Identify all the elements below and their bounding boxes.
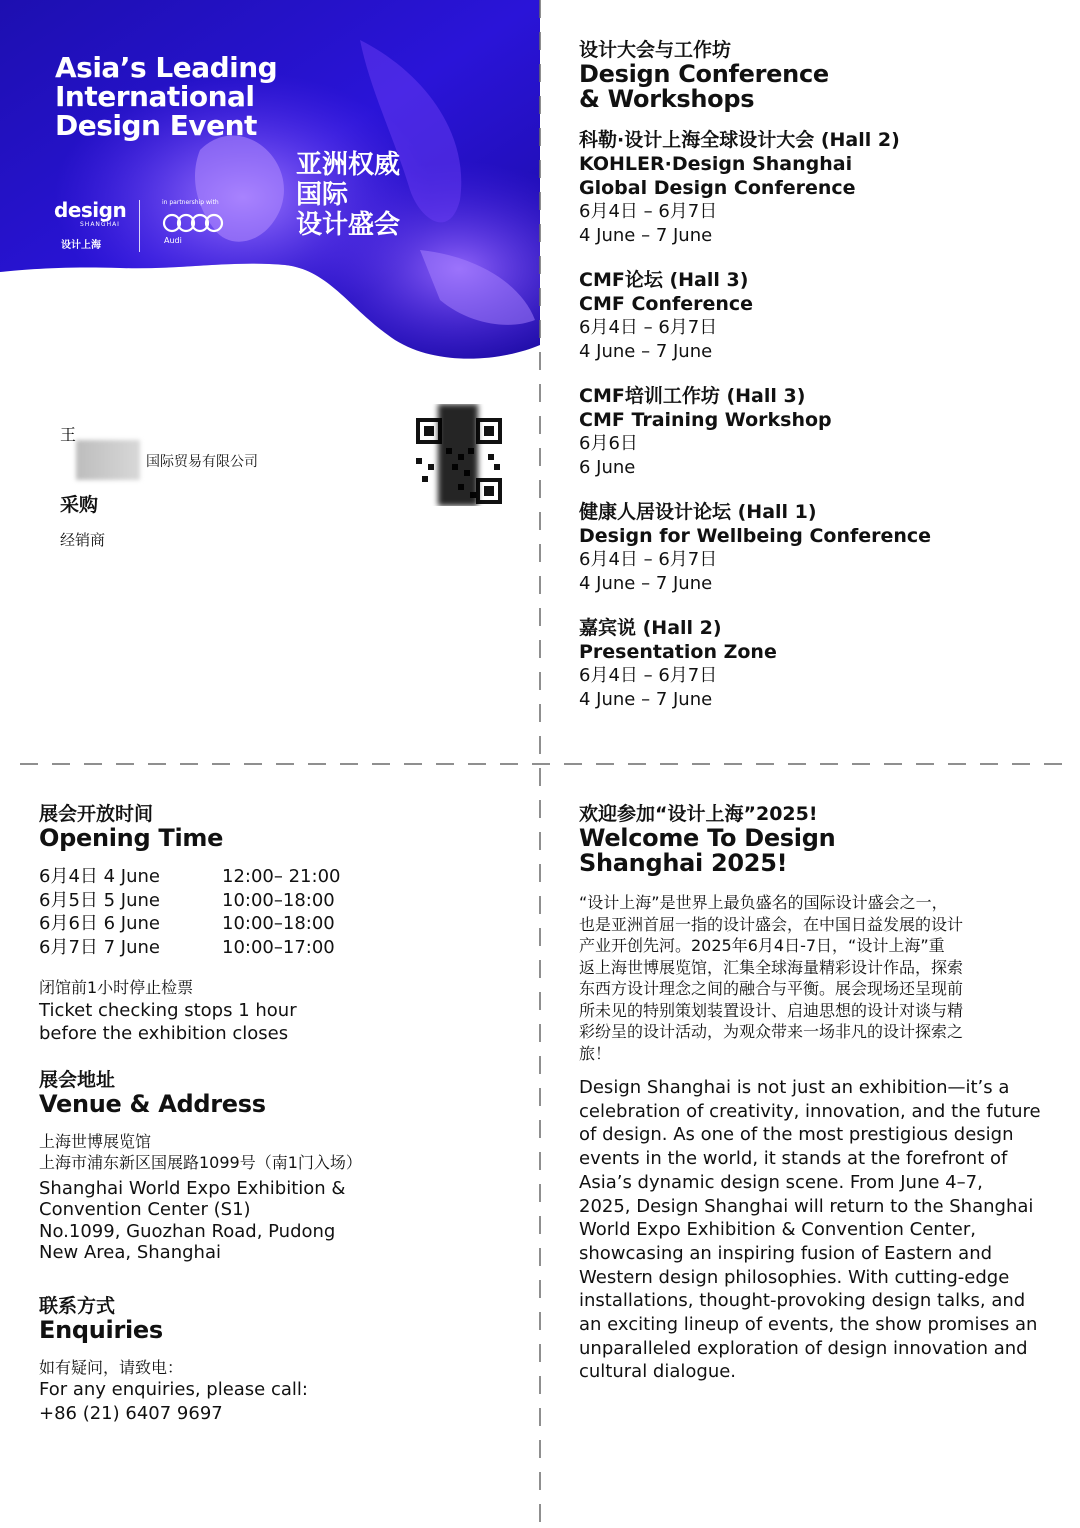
audi-rings-icon: [162, 212, 224, 234]
holder-company: 国际贸易有限公司: [146, 454, 258, 470]
event-date-en: 4 June – 7 June: [579, 225, 713, 246]
event-date-cn: 6月4日 – 6月7日: [579, 549, 718, 570]
ticket-note: [39, 977, 529, 1046]
partner-brand: Audi: [164, 236, 182, 245]
venue-title-en: Venue & Address: [39, 1089, 266, 1118]
welcome-en-line: 2025, Design Shanghai will return to the Shanghai: [579, 1195, 1034, 1217]
hours-row: [39, 912, 529, 936]
event-date-cn: 6月6日: [579, 433, 638, 454]
ticket-note-en: [39, 999, 529, 1046]
ticket-note-en-line: before the exhibition closes: [39, 1023, 289, 1045]
welcome-en-line: Design Shanghai is not just an exhibition—it’s a: [579, 1077, 1010, 1098]
event-title-cn: CMF培训工作坊 (Hall 3): [579, 385, 806, 407]
event-date-cn: 6月4日 – 6月7日: [579, 665, 718, 686]
hero-title-cn-line: 国际: [296, 180, 349, 210]
venue-en-line: New Area, Shanghai: [39, 1242, 221, 1264]
event-title-cn: 嘉宾说 (Hall 2): [579, 617, 722, 639]
venue-en-line: No.1099, Guozhan Road, Pudong: [39, 1220, 336, 1242]
welcome-body-cn: [579, 892, 1059, 1064]
holder-category: 经销商: [60, 531, 106, 549]
logo-divider: [139, 200, 140, 252]
welcome-cn-line: 旅！: [579, 1043, 612, 1063]
hero-title-cn-line: 设计盛会: [296, 210, 401, 240]
event-title-en: Presentation Zone: [579, 641, 777, 663]
welcome-title-en-line: Shanghai 2025!: [579, 849, 788, 877]
enquiries-block: [39, 1294, 529, 1426]
welcome-cn-line: 所未见的特别策划装置设计、启迪思想的设计对谈与精: [579, 1000, 964, 1020]
hours-time: 12:00– 21:00: [222, 866, 341, 887]
venue-address-cn: [39, 1131, 529, 1174]
hero-title-cn-line: 亚洲权威: [296, 150, 401, 180]
logo-word: design: [54, 198, 127, 222]
hours-date: 6月6日 6 June: [39, 913, 160, 934]
hero-banner: [0, 0, 540, 370]
event-title-en: CMF Training Workshop: [579, 409, 832, 431]
event-item: [579, 500, 1059, 596]
welcome-cn-line: “设计上海”是世界上最负盛名的国际设计盛会之一，: [579, 893, 948, 912]
ticket-note-en-line: Ticket checking stops 1 hour: [39, 999, 297, 1021]
event-item: [579, 384, 1059, 480]
enquiries-line-cn: 如有疑问，请致电：: [39, 1357, 184, 1377]
enquiries-text: [39, 1357, 529, 1426]
design-shanghai-logo: [54, 198, 126, 251]
partner-logo: [162, 199, 224, 245]
event-title-cn: 健康人居设计论坛 (Hall 1): [579, 501, 817, 523]
ticket-note-cn: 闭馆前1小时停止检票: [39, 978, 194, 997]
welcome-title-en-line: Welcome To Design: [579, 824, 836, 852]
event-title-cn: 科勒·设计上海全球设计大会 (Hall 2): [579, 129, 900, 151]
welcome-title-cn: 欢迎参加“设计上海”2025!: [579, 803, 818, 825]
opening-hours-table: [39, 865, 529, 959]
event-date-en: 6 June: [579, 457, 636, 478]
welcome-en-line: unparalleled exploration of design innovation and: [579, 1337, 1028, 1359]
venue-en-line: Convention Center (S1): [39, 1199, 251, 1221]
qr-code-icon: [414, 404, 504, 506]
welcome-en-line: celebration of creativity, innovation, and the future: [579, 1100, 1041, 1122]
hero-title-en-line: Design Event: [55, 109, 257, 142]
section-title-en-line: & Workshops: [579, 85, 755, 113]
event-title-cn: CMF论坛 (Hall 3): [579, 269, 749, 291]
hours-row: [39, 889, 529, 913]
hours-date: 6月5日 5 June: [39, 889, 160, 911]
hero-title-en-line: Asia’s Leading: [55, 51, 278, 84]
welcome-en-line: installations, thought-provoking design talks, and: [579, 1290, 1026, 1312]
venue-cn-line: 上海世博展览馆: [39, 1131, 152, 1151]
event-date-cn: 6月4日 – 6月7日: [579, 317, 718, 338]
welcome-cn-line: 返上海世博展览馆，汇集全球海量精彩设计作品，探索: [579, 957, 964, 977]
event-date-en: 4 June – 7 June: [579, 341, 713, 362]
venue-block: [39, 1068, 529, 1264]
hours-time: 10:00–18:00: [222, 889, 335, 911]
welcome-en-line: showcasing an inspiring fusion of Eastern and: [579, 1242, 993, 1264]
horizontal-fold-line: [20, 763, 1065, 765]
conference-section: [579, 38, 1059, 712]
enquiries-title-en: Enquiries: [39, 1315, 163, 1344]
welcome-cn-line: 产业开创先河。2025年6月4日-7日，“设计上海”重: [579, 936, 945, 955]
venue-cn-line: 上海市浦东新区国展路1099号（南1门入场）: [39, 1153, 362, 1173]
opening-title-cn: 展会开放时间: [39, 803, 154, 825]
hours-date: 6月4日 4 June: [39, 866, 160, 887]
welcome-title-en: [579, 826, 1059, 876]
event-title-en: CMF Conference: [579, 293, 754, 315]
enquiries-phone: +86 (21) 6407 9697: [39, 1403, 223, 1425]
enquiries-line-en: For any enquiries, please call:: [39, 1379, 308, 1401]
venue-address-en: [39, 1178, 529, 1264]
welcome-cn-line: 东西方设计理念之间的融合与平衡。展会现场还呈现前: [579, 979, 964, 998]
event-title-en: Global Design Conference: [579, 177, 856, 199]
hours-time: 10:00–18:00: [222, 913, 335, 934]
event-title-en: KOHLER·Design Shanghai: [579, 153, 853, 175]
logo-city: SHANGHAI: [80, 221, 120, 228]
opening-title-en: Opening Time: [39, 824, 224, 852]
section-title-en-line: Design Conference: [579, 60, 829, 88]
event-date-cn: 6月4日 – 6月7日: [579, 201, 718, 222]
hours-row: [39, 936, 529, 960]
welcome-en-line: Asia’s dynamic design scene. From June 4–7,: [579, 1171, 983, 1193]
holder-name: 王: [60, 425, 77, 444]
hero-title-cn: [296, 150, 400, 240]
section-title-cn: 设计大会与工作坊: [579, 39, 732, 61]
welcome-cn-line: 彩纷呈的设计活动，为观众带来一场非凡的设计探索之: [579, 1022, 964, 1041]
event-item: [579, 616, 1059, 712]
welcome-cn-line: 也是亚洲首屈一指的设计盛会，在中国日益发展的设计: [579, 914, 964, 934]
hero-title-en-line: International: [55, 80, 255, 113]
hours-time: 10:00–17:00: [222, 936, 335, 958]
info-section: [39, 802, 529, 1426]
welcome-en-line: World Expo Exhibition & Convention Center,: [579, 1219, 976, 1241]
hero-title-en: [55, 53, 277, 140]
welcome-en-line: an exciting lineup of events, the show promises an: [579, 1314, 1038, 1336]
venue-title-cn: 展会地址: [39, 1068, 116, 1091]
partner-text: in partnership with: [162, 199, 219, 206]
event-title-en: Design for Wellbeing Conference: [579, 525, 932, 547]
welcome-en-line: Western design philosophies. With cutting-edge: [579, 1266, 1010, 1288]
event-item: [579, 128, 1059, 248]
venue-en-line: Shanghai World Expo Exhibition &: [39, 1177, 346, 1199]
holder-role: 采购: [60, 494, 99, 516]
event-item: [579, 268, 1059, 364]
hours-date: 6月7日 7 June: [39, 936, 160, 958]
section-title-en: [579, 62, 1059, 112]
welcome-en-line: events in the world, it stands at the forefront of: [579, 1148, 1008, 1170]
welcome-en-line: cultural dialogue.: [579, 1361, 737, 1383]
hours-row: [39, 865, 529, 889]
logo-cn: 设计上海: [61, 240, 101, 251]
welcome-en-line: of design. As one of the most prestigious design: [579, 1124, 1014, 1146]
event-date-en: 4 June – 7 June: [579, 573, 713, 594]
welcome-body-en: [579, 1076, 1059, 1384]
enquiries-title-cn: 联系方式: [39, 1294, 116, 1317]
event-date-en: 4 June – 7 June: [579, 689, 713, 710]
redacted-name: [76, 440, 140, 480]
welcome-section: [579, 802, 1059, 1384]
